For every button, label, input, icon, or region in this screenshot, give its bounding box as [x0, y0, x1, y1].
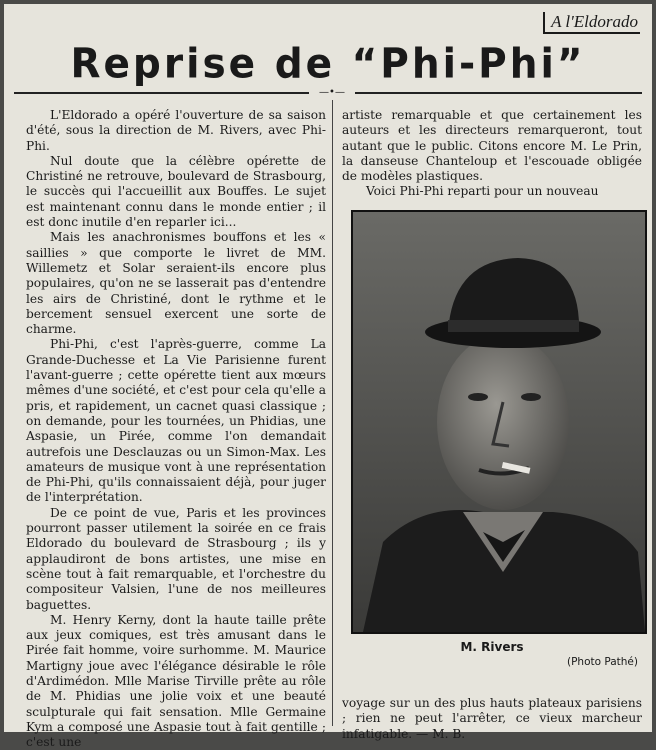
paragraph: Mais les anachronismes bouffons et les « saillies » que comporte le livret de MM. Willemetz et Solar seraient-ils encore plus populaires, qu'on ne se lasserait pas d'entendre les airs de Christiné, dont le rythme et le bercement sensuel exercent une sorte de charme.: [26, 230, 326, 337]
article-headline: Reprise de “Phi-Phi”: [70, 40, 586, 89]
paragraph: voyage sur un des plus hauts plateaux parisiens ; rien ne peut l'arrêter, ce vieux marcheur infatigable. — M. B.: [342, 696, 642, 741]
paragraph: artiste remarquable et que certainement les auteurs et les directeurs remarqueront, tout autant que le public. Citons encore M. Le Prin, la danseuse Chanteloup et l'escouade obligée de modèles plastiques.: [342, 108, 642, 184]
paragraph: L'Eldorado a opéré l'ouverture de sa saison d'été, sous la direction de M. Rivers, avec Phi-Phi.: [26, 108, 326, 153]
paragraph: De ce point de vue, Paris et les provinces pourront passer utilement la soirée en ce frais Eldorado du boulevard de Strasbourg ; ils y applaudiront de bons artistes, une mise en scène tout à fait remarquable, et l'orchestre du compositeur Valsien, l'une de nos meilleures baguettes.: [26, 505, 326, 612]
right-column-top: [342, 108, 642, 200]
left-column: [26, 108, 326, 750]
paragraph: Voici Phi-Phi reparti pour un nouveau: [366, 184, 599, 199]
newspaper-clipping: [4, 4, 652, 750]
paragraph: Nul doute que la célèbre opérette de Christiné ne retrouve, boulevard de Strasbourg, le succès qui l'accueillit aux Bouffes. Le sujet est maintenant connu dans le monde entier ; il est donc inutile d'en reparler ici...: [26, 153, 326, 230]
paragraph: M. Henry Kerny, dont la haute taille prête aux jeux comiques, est très amusant dans le Pirée fait homme, voire surhomme. M. Maurice Martigny joue avec l'élégance désirable le rôle d'Ardimédon. Mlle Marise Tirville prête au rôle de M. Phidias une jolie voix et une beauté sculpturale qui fait sensation. Mlle Germaine Kym a composé une Aspasie tout à fait gentille ; c'est une: [26, 612, 326, 750]
portrait-photo: [351, 210, 647, 634]
paragraph: Phi-Phi, c'est l'après-guerre, comme La Grande-Duchesse et La Vie Parisienne furent l'avant-guerre ; cette opérette tient aux mœurs mêmes d'une société, et c'est pour cela qu'elle a pris, et rapidement, un cacnet quasi classique ; on demande, pour les tournées, un Phidias, une Aspasie, un Pirée, comme l'on demandait autrefois une Desclauzas ou un Simon-Max. Les amateurs de musique vont à une représentation de Phi-Phi, qu'ils connaissaient déjà, pour juger de l'interprétation.: [26, 337, 326, 505]
photo-credit: (Photo Pathé): [566, 656, 638, 668]
portrait-illustration: [353, 212, 645, 632]
photo-caption: M. Rivers: [460, 640, 524, 654]
column-divider: [332, 100, 333, 726]
rule-ornament: —•—: [309, 88, 355, 98]
section-rubric: A l'Eldorado: [543, 12, 640, 34]
right-column-bottom: [342, 696, 642, 742]
